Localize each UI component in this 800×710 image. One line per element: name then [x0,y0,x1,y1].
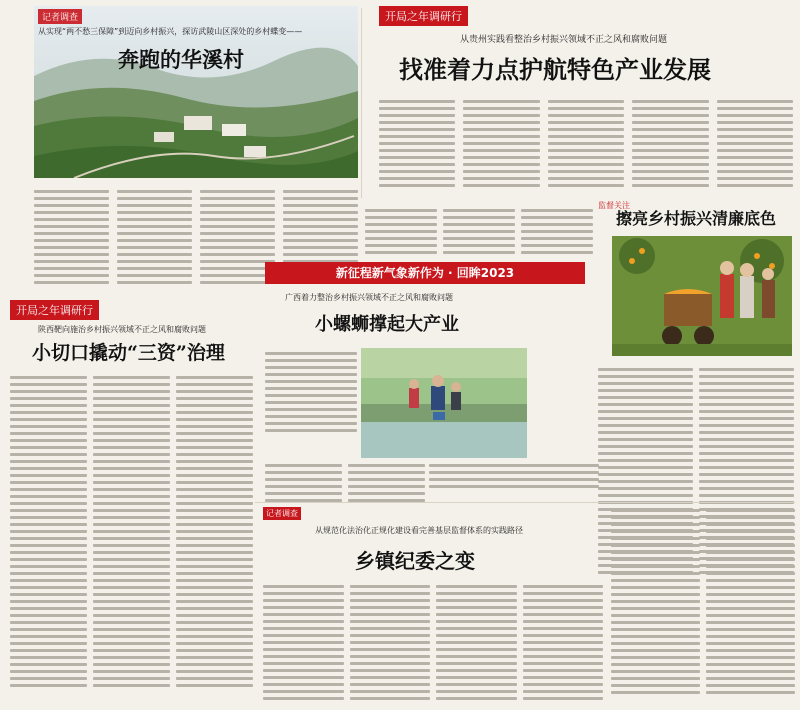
huaxi-column-tag: 记者调查 [38,9,82,24]
shaanxi-body-text [10,372,253,704]
center-body-text [365,205,593,260]
township-right-text [611,505,795,705]
lianse-title: 擦亮乡村振兴清廉底色 [616,209,777,228]
article-township [255,505,795,705]
guizhou-kicker: 从贵州实践看整治乡村振兴领域不正之风和腐败问题 [460,35,668,45]
guangxi-body-text [265,460,425,502]
township-column-tag: 记者调查 [263,507,301,520]
guizhou-title: 找准着力点护航特色产业发展 [399,55,711,84]
article-guangxi [255,262,600,502]
snail-farm-photo [361,348,527,458]
guangxi-kicker: 广西着力整治乡村振兴领域不正之风和腐败问题 [285,293,453,302]
lianse-column-tag: 监督关注 [598,201,630,210]
guangxi-banner: 新征程新气象新作为 · 回眸2023 [265,262,585,284]
township-title: 乡镇纪委之变 [355,549,475,573]
orange-harvest-photo [612,236,792,356]
guizhou-section-tag: 开局之年调研行 [379,6,468,26]
article-guizhou [365,6,793,202]
shaanxi-title: 小切口撬动“三资”治理 [32,342,225,364]
horizontal-divider [255,502,795,503]
vertical-divider [361,8,362,198]
shaanxi-kicker: 陕西靶向施治乡村振兴领域不正之风和腐败问题 [38,325,206,334]
township-body-text [263,581,603,705]
guangxi-caption-text [429,460,599,488]
guangxi-title: 小螺蛳撑起大产业 [315,314,459,335]
shaanxi-section-tag: 开局之年调研行 [10,300,99,320]
township-kicker: 从规范化法治化正规化建设看完善基层监督体系的实践路径 [315,526,523,535]
huaxi-title: 奔跑的华溪村 [118,47,244,72]
huaxi-kicker: 从实现“两不愁三保障”到迈向乡村振兴，探访武陵山区深处的乡村蝶变—— [38,27,303,36]
article-huaxi [8,6,358,296]
guangxi-lead-text [265,348,357,444]
article-shaanxi [8,300,253,704]
guizhou-body-text [379,96,793,202]
